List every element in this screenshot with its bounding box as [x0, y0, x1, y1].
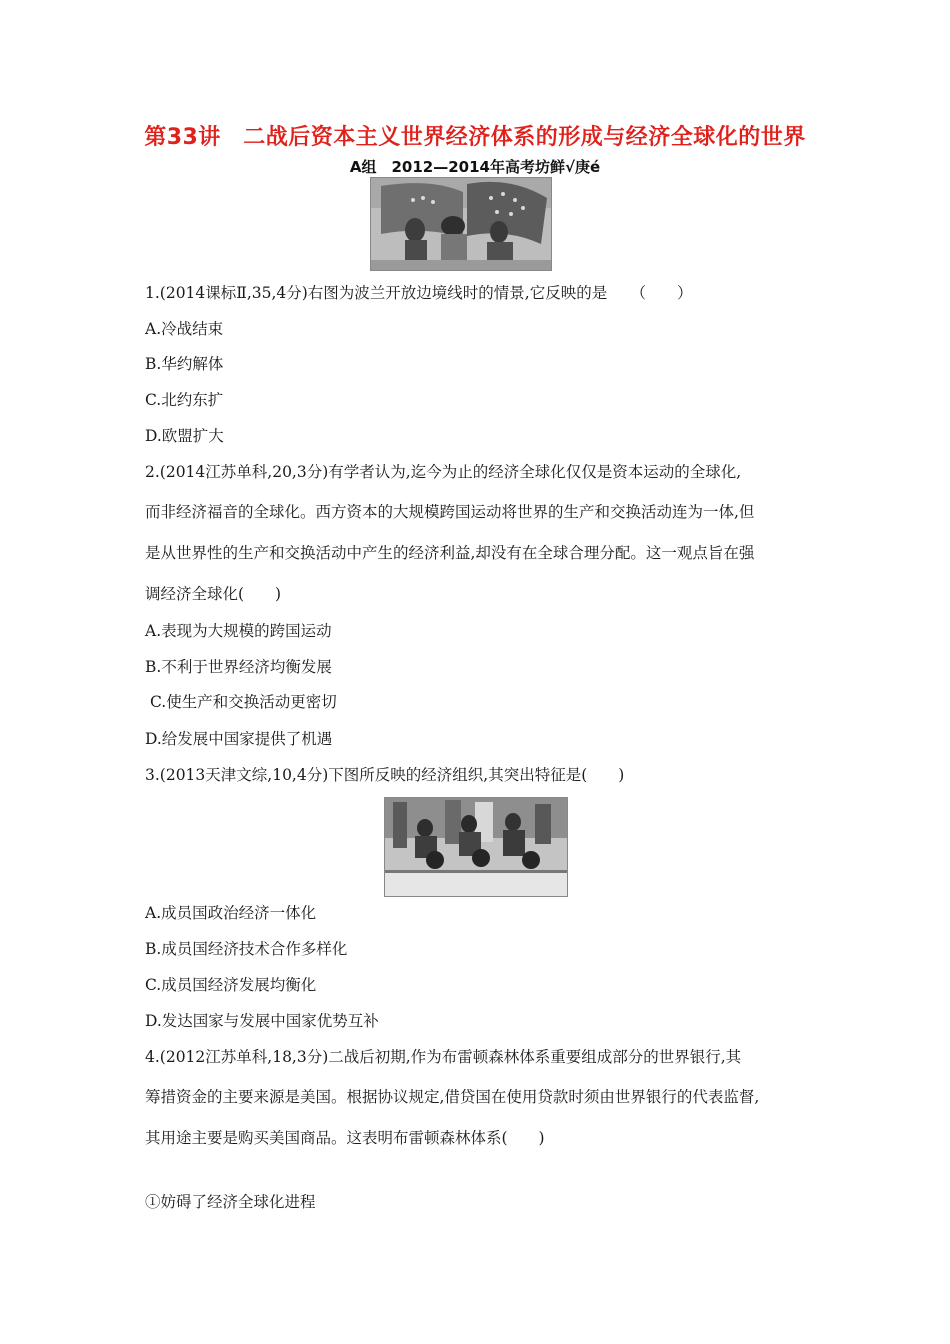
question-4-text-line-2: 筹措资金的主要来源是美国。根据协议规定,借贷国在使用贷款时须由世界银行的代表监督, — [145, 1088, 760, 1106]
question-2-text-line-2: 而非经济福音的全球化。西方资本的大规模跨国运动将世界的生产和交换活动连为一体,但 — [145, 503, 755, 521]
signing-photo-graphic — [385, 798, 567, 896]
question-4-option-1: ①妨碍了经济全球化进程 — [145, 1193, 316, 1211]
question-2-option-c: C.使生产和交换活动更密切 — [150, 693, 337, 711]
page-title: 第33讲 二战后资本主义世界经济体系的形成与经济全球化的世界 — [144, 125, 806, 150]
question-2-text-line-4: 调经济全球化( ) — [145, 585, 282, 603]
section-subtitle: A组 2012—2014年高考坊鲜√庚é — [349, 158, 601, 176]
question-4-text-line-3: 其用途主要是购买美国商品。这表明布雷顿森林体系( ) — [145, 1129, 545, 1147]
question-2-option-b: B.不利于世界经济均衡发展 — [145, 658, 332, 676]
question-3-option-d: D.发达国家与发展中国家优势互补 — [145, 1012, 379, 1030]
border-photo-graphic — [371, 178, 551, 270]
question-1-option-c: C.北约东扩 — [145, 391, 224, 409]
question-3-option-b: B.成员国经济技术合作多样化 — [145, 940, 348, 958]
question-1-option-b: B.华约解体 — [145, 355, 224, 373]
border-opening-photo — [370, 177, 552, 271]
question-1-option-a: A.冷战结束 — [145, 320, 224, 338]
question-3-option-a: A.成员国政治经济一体化 — [145, 904, 317, 922]
question-3-option-c: C.成员国经济发展均衡化 — [145, 976, 317, 994]
question-1-text: 1.(2014课标Ⅱ,35,4分)右图为波兰开放边境线时的情景,它反映的是 （ ） — [145, 284, 693, 302]
question-2-option-d: D.给发展中国家提供了机遇 — [145, 730, 333, 748]
question-2-text-line-3: 是从世界性的生产和交换活动中产生的经济利益,却没有在全球合理分配。这一观点旨在强 — [145, 544, 755, 562]
question-2-option-a: A.表现为大规模的跨国运动 — [145, 622, 332, 640]
question-2-text-line-1: 2.(2014江苏单科,20,3分)有学者认为,迄今为止的经济全球化仅仅是资本运动的全球化, — [145, 463, 742, 481]
signing-ceremony-photo — [384, 797, 568, 897]
question-3-text: 3.(2013天津文综,10,4分)下图所反映的经济组织,其突出特征是( ) — [145, 766, 625, 784]
question-1-option-d: D.欧盟扩大 — [145, 427, 224, 445]
question-4-text-line-1: 4.(2012江苏单科,18,3分)二战后初期,作为布雷顿森林体系重要组成部分的世界银行,其 — [145, 1048, 742, 1066]
